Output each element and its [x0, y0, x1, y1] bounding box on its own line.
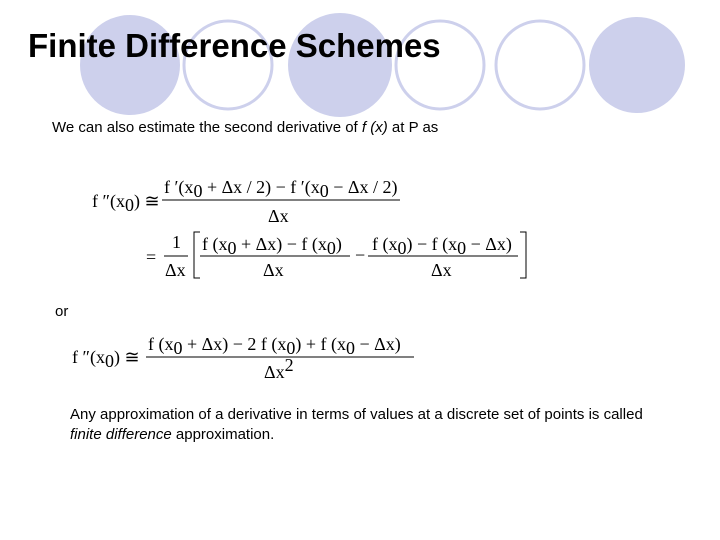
eq1-term2-numerator: f (x0) − f (x0 − Δx)	[372, 234, 512, 258]
eq1-term1-numerator: f (x0 + Δx) − f (x0)	[202, 234, 342, 258]
eq1-term2-denominator: Δx	[431, 260, 452, 280]
eq1-coefficient-num: 1	[172, 232, 181, 252]
slide-title: Finite Difference Schemes	[28, 27, 441, 64]
intro-function: f (x)	[361, 119, 388, 136]
decor-circle-ring-3	[496, 21, 584, 109]
eq1-equals: =	[146, 247, 157, 267]
equation-central-second-derivative	[88, 168, 538, 283]
eq1-lhs: f ″(x0) ≅	[92, 191, 160, 215]
equation-second-derivative-approx	[68, 326, 428, 386]
eq1-left-bracket	[194, 232, 200, 278]
closing-prefix: Any approximation of a derivative in terms of values at a discrete set of points is called	[70, 406, 643, 423]
eq2-denominator: Δx2	[264, 355, 294, 382]
closing-text	[70, 405, 670, 445]
or-label: or	[55, 303, 69, 320]
eq2-lhs: f ″(x0) ≅	[72, 347, 140, 371]
eq1-term1-denominator: Δx	[263, 260, 284, 280]
eq1-coefficient-den: Δx	[165, 260, 186, 280]
eq1-denominator: Δx	[268, 206, 289, 226]
decor-circle-filled-3	[589, 17, 685, 113]
intro-suffix: at P as	[387, 119, 439, 136]
eq1-right-bracket	[520, 232, 526, 278]
intro-prefix: We can also estimate the second derivative of	[52, 119, 362, 136]
eq1-numerator: f ′(x0 + Δx / 2) − f ′(x0 − Δx / 2)	[164, 177, 398, 201]
eq1-minus: −	[355, 245, 366, 265]
intro-text	[52, 118, 438, 138]
eq2-numerator: f (x0 + Δx) − 2 f (x0) + f (x0 − Δx)	[148, 334, 401, 358]
closing-emphasis: finite difference	[70, 426, 172, 443]
closing-suffix: approximation.	[171, 426, 275, 443]
